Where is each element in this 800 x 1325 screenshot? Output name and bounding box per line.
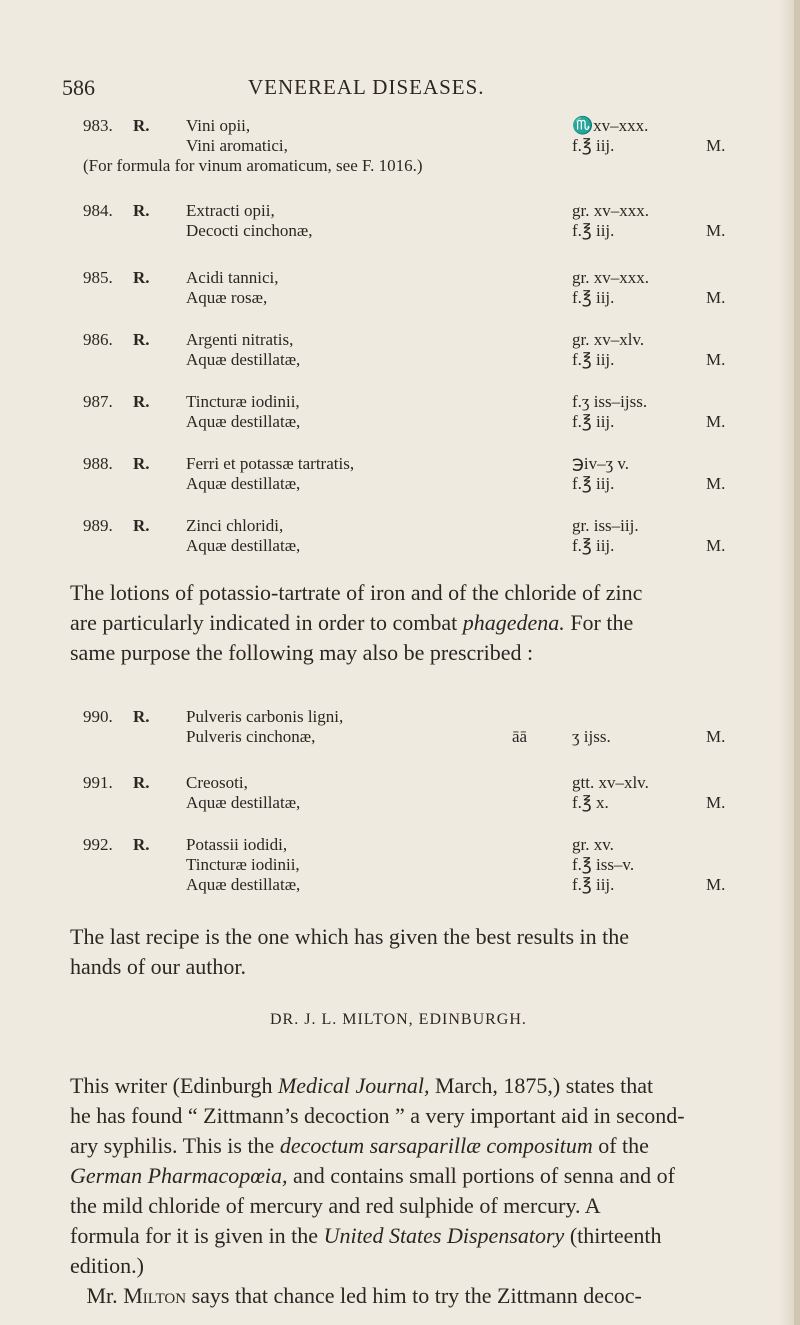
- text-line: [70, 578, 742, 608]
- formula-number: 991.: [83, 773, 113, 792]
- text: and contains small portions of senna and of: [293, 1163, 675, 1188]
- text-line-3: same purpose the following may also be prescribed :: [70, 640, 534, 665]
- mixture-mark: M.: [706, 793, 726, 812]
- ingredient: Extracti opii,: [186, 201, 275, 220]
- page-number: 586: [62, 75, 95, 100]
- mixture-mark: M.: [706, 536, 726, 555]
- text: he has found “ Zittmann’s decoction ” a very important aid in second-: [70, 1103, 685, 1128]
- text: Mr.: [86, 1283, 118, 1308]
- text-line: [70, 608, 742, 638]
- italic-title: Medical Journal,: [277, 1073, 430, 1098]
- ingredient: Aquæ destillatæ,: [186, 350, 301, 369]
- formula-number: 985.: [83, 268, 113, 287]
- ingredient: Aquæ destillatæ,: [186, 875, 301, 894]
- mixture-mark: M.: [706, 412, 726, 431]
- ingredient: Argenti nitratis,: [186, 330, 294, 349]
- rx-symbol: R.: [133, 116, 150, 135]
- page-edge: [794, 0, 800, 1325]
- rx-symbol: R.: [133, 707, 150, 726]
- text: (thirteenth: [569, 1223, 662, 1248]
- ingredient: Pulveris cinchonæ,: [186, 727, 316, 746]
- ingredient: Pulveris carbonis ligni,: [186, 707, 344, 726]
- ingredient: Vini aromatici,: [186, 136, 288, 155]
- section-heading: DR. J. L. MILTON, EDINBURGH.: [270, 1011, 527, 1028]
- ingredient-amount: gr. xv–xxx.: [572, 268, 649, 287]
- paragraph-milton: [70, 1071, 742, 1311]
- ingredient-amount: f.℥ iij.: [572, 412, 615, 431]
- text: ary syphilis. This is the: [70, 1133, 275, 1158]
- rx-symbol: R.: [133, 330, 150, 349]
- ingredient: Creosoti,: [186, 773, 248, 792]
- text: the mild chloride of mercury and red sulphide of mercury. A: [70, 1193, 601, 1218]
- italic-term: decoctum sarsaparillæ compositum: [279, 1133, 593, 1158]
- ingredient-amount: f.℥ x.: [572, 793, 609, 812]
- text: March, 1875,) states that: [434, 1073, 654, 1098]
- formula-note: (For formula for vinum aromaticum, see F. 1016.): [83, 156, 423, 175]
- mixture-mark: M.: [706, 875, 726, 894]
- ingredient-amount: gr. xv–xlv.: [572, 330, 645, 349]
- ingredient-amount: f.℥ iij.: [572, 875, 615, 894]
- mixture-mark: M.: [706, 350, 726, 369]
- ingredient-amount: f.℥ iij.: [572, 136, 615, 155]
- ingredient-amount: gr. xv–xxx.: [572, 201, 649, 220]
- ingredient-amount: ʒ ijss.: [572, 727, 611, 746]
- rx-symbol: R.: [133, 773, 150, 792]
- rx-symbol: R.: [133, 454, 150, 473]
- rx-symbol: R.: [133, 392, 150, 411]
- ingredient: Aquæ destillatæ,: [186, 536, 301, 555]
- ingredient-amount: gr. iss–iij.: [572, 516, 639, 535]
- ingredient: Aquæ destillatæ,: [186, 793, 301, 812]
- ingredient: Aquæ destillatæ,: [186, 412, 301, 431]
- ingredient-amount: gtt. xv–xlv.: [572, 773, 649, 792]
- mixture-mark: M.: [706, 474, 726, 493]
- formula-number: 988.: [83, 454, 113, 473]
- text-line-1: The last recipe is the one which has given the best results in the: [70, 924, 630, 949]
- ingredient-amount: f.℥ iij.: [572, 350, 615, 369]
- ingredient-amount: ℈iv–ʒ v.: [572, 454, 630, 473]
- text: formula for it is given in the: [70, 1223, 319, 1248]
- text: says that chance led him to try the Zittmann decoc-: [191, 1283, 642, 1308]
- ingredient-amount: ♏xv–xxx.: [572, 116, 649, 135]
- rx-symbol: R.: [133, 835, 150, 854]
- ingredient: Aquæ destillatæ,: [186, 474, 301, 493]
- ingredient-amount: f.℥ iij.: [572, 474, 615, 493]
- ingredient-amount: f.℥ iij.: [572, 221, 615, 240]
- formula-number: 983.: [83, 116, 113, 135]
- italic-title: United States Dispensatory: [323, 1223, 565, 1248]
- mixture-mark: M.: [706, 221, 726, 240]
- paragraph-last-recipe: [70, 922, 742, 982]
- rx-symbol: R.: [133, 516, 150, 535]
- ingredient: Vini opii,: [186, 116, 251, 135]
- ingredient: Decocti cinchonæ,: [186, 221, 313, 240]
- rx-symbol: R.: [133, 201, 150, 220]
- italic-term: phagedena.: [462, 610, 565, 635]
- ingredient-amount: gr. xv.: [572, 835, 614, 854]
- ingredient: Potassii iodidi,: [186, 835, 288, 854]
- formula-number: 990.: [83, 707, 113, 726]
- paragraph-lotions: [70, 578, 742, 668]
- text: edition.): [70, 1253, 144, 1278]
- formula-number: 992.: [83, 835, 113, 854]
- formula-number: 989.: [83, 516, 113, 535]
- running-title: VENEREAL DISEASES.: [248, 75, 485, 99]
- formula-number: 987.: [83, 392, 113, 411]
- text-line: [70, 638, 742, 668]
- ingredient: Ferri et potassæ tartratis,: [186, 454, 355, 473]
- text-line-2: are particularly indicated in order to combat: [70, 610, 458, 635]
- ingredient-amount: f.℥ iij.: [572, 536, 615, 555]
- ingredient: Acidi tannici,: [186, 268, 279, 287]
- text-line-1: The lotions of potassio-tartrate of iron and of the chloride of zinc: [70, 580, 643, 605]
- ingredient-amount: f.℥ iss–v.: [572, 855, 635, 874]
- text: This writer (Edinburgh: [70, 1073, 273, 1098]
- text-line-2-end: For the: [570, 610, 634, 635]
- mixture-mark: M.: [706, 288, 726, 307]
- ingredient-amount: f.℥ iij.: [572, 288, 615, 307]
- text: of the: [598, 1133, 649, 1158]
- quantity-qualifier: āā: [512, 727, 528, 746]
- author-name: Milton: [123, 1283, 187, 1308]
- italic-title: German Pharmacopœia,: [70, 1163, 288, 1188]
- ingredient: Tincturæ iodinii,: [186, 392, 300, 411]
- mixture-mark: M.: [706, 727, 726, 746]
- ingredient: Zinci chloridi,: [186, 516, 284, 535]
- text-line-2: hands of our author.: [70, 954, 246, 979]
- ingredient: Tincturæ iodinii,: [186, 855, 300, 874]
- formula-number: 986.: [83, 330, 113, 349]
- ingredient-amount: f.ʒ iss–ijss.: [572, 392, 648, 411]
- formula-number: 984.: [83, 201, 113, 220]
- ingredient: Aquæ rosæ,: [186, 288, 268, 307]
- rx-symbol: R.: [133, 268, 150, 287]
- mixture-mark: M.: [706, 136, 726, 155]
